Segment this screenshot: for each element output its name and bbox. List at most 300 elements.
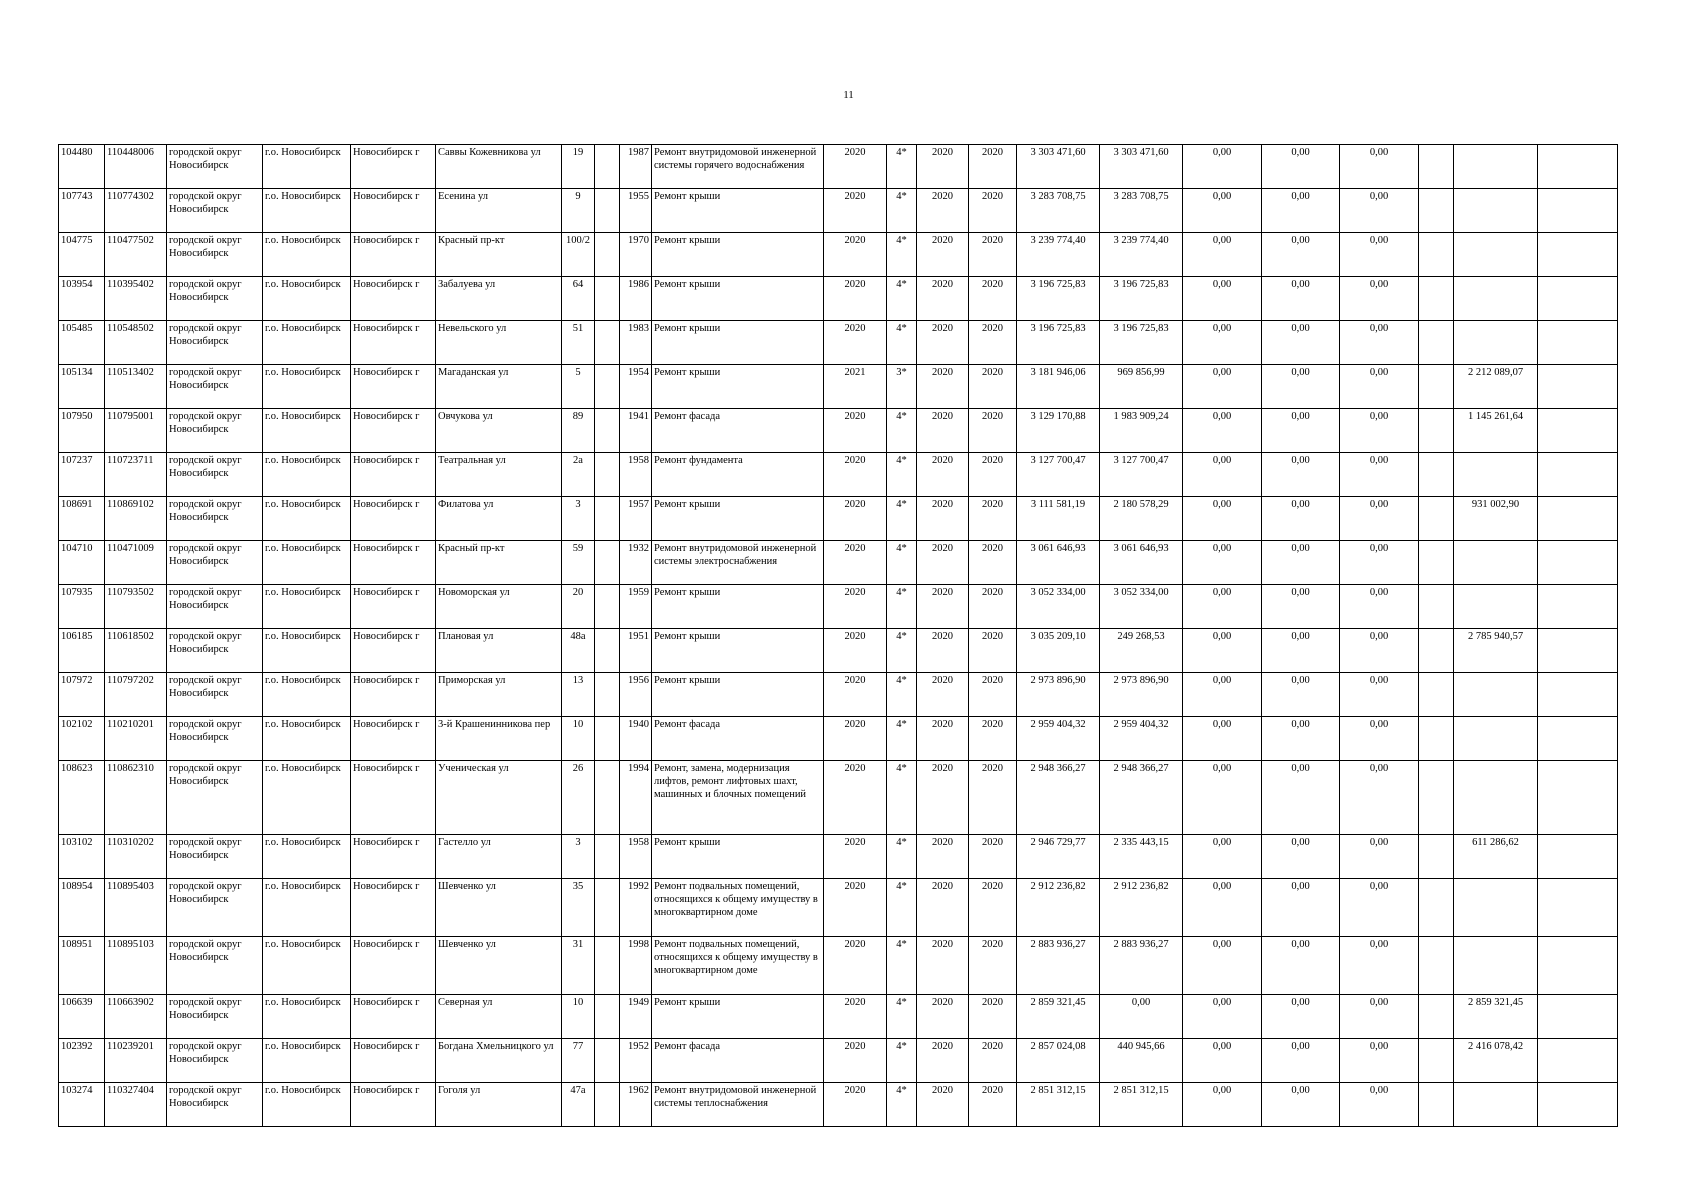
end-year-cell: 2020 [969, 673, 1017, 717]
regional-funds-cell: 0,00 [1262, 365, 1340, 409]
owners-funds-cell [1419, 1083, 1454, 1127]
total-cost-cell: 2 857 024,08 [1017, 1039, 1100, 1083]
street-cell: Северная ул [436, 995, 562, 1039]
object-id-cell: 104775 [59, 233, 105, 277]
building-cell [595, 233, 620, 277]
object-id-cell: 108623 [59, 761, 105, 835]
object-id-cell: 107972 [59, 673, 105, 717]
house-code-cell: 110310202 [105, 835, 167, 879]
street-cell: Шевченко ул [436, 879, 562, 937]
street-cell: Плановая ул [436, 629, 562, 673]
object-id-cell: 103274 [59, 1083, 105, 1127]
building-cell [595, 879, 620, 937]
fund-cost-cell: 3 303 471,60 [1100, 145, 1183, 189]
federal-funds-cell: 0,00 [1183, 995, 1262, 1039]
street-cell: Красный пр-кт [436, 541, 562, 585]
regional-funds-cell: 0,00 [1262, 409, 1340, 453]
start-year-cell: 2020 [917, 717, 969, 761]
federal-funds-cell: 0,00 [1183, 365, 1262, 409]
plan-year-cell: 2020 [824, 145, 887, 189]
house-number-cell: 48а [562, 629, 595, 673]
street-cell: Невельского ул [436, 321, 562, 365]
settlement-cell: г.о. Новосибирск [263, 541, 351, 585]
category-cell: 4* [887, 321, 917, 365]
house-code-cell: 110793502 [105, 585, 167, 629]
house-code-cell: 110862310 [105, 761, 167, 835]
municipal-district-cell: городской округ Новосибирск [167, 497, 263, 541]
work-type-cell: Ремонт крыши [652, 321, 824, 365]
start-year-cell: 2020 [917, 835, 969, 879]
page-number: 11 [843, 89, 854, 101]
settlement-cell: г.о. Новосибирск [263, 835, 351, 879]
total-cost-cell: 3 196 725,83 [1017, 277, 1100, 321]
fund-cost-cell: 2 948 366,27 [1100, 761, 1183, 835]
federal-funds-cell: 0,00 [1183, 453, 1262, 497]
municipal-district-cell: городской округ Новосибирск [167, 585, 263, 629]
house-number-cell: 5 [562, 365, 595, 409]
settlement-cell: г.о. Новосибирск [263, 1083, 351, 1127]
table-body [59, 145, 1618, 1127]
start-year-cell: 2020 [917, 233, 969, 277]
municipal-district-cell: городской округ Новосибирск [167, 1039, 263, 1083]
total-cost-cell: 3 239 774,40 [1017, 233, 1100, 277]
settlement-cell: г.о. Новосибирск [263, 233, 351, 277]
municipal-district-cell: городской округ Новосибирск [167, 717, 263, 761]
fund-cost-cell: 969 856,99 [1100, 365, 1183, 409]
category-cell: 4* [887, 585, 917, 629]
start-year-cell: 2020 [917, 995, 969, 1039]
object-id-cell: 104710 [59, 541, 105, 585]
table-row [59, 585, 1618, 629]
municipal-district-cell: городской округ Новосибирск [167, 673, 263, 717]
work-type-cell: Ремонт крыши [652, 995, 824, 1039]
local-funds-cell: 0,00 [1340, 365, 1419, 409]
extra-cell [1538, 1039, 1618, 1083]
end-year-cell: 2020 [969, 321, 1017, 365]
building-cell [595, 673, 620, 717]
fund-cost-cell: 2 883 936,27 [1100, 937, 1183, 995]
start-year-cell: 2020 [917, 1039, 969, 1083]
end-year-cell: 2020 [969, 629, 1017, 673]
category-cell: 4* [887, 879, 917, 937]
plan-year-cell: 2020 [824, 189, 887, 233]
municipal-district-cell: городской округ Новосибирск [167, 761, 263, 835]
fund-cost-cell: 3 061 646,93 [1100, 541, 1183, 585]
object-id-cell: 107743 [59, 189, 105, 233]
regional-funds-cell: 0,00 [1262, 145, 1340, 189]
total-cost-cell: 3 111 581,19 [1017, 497, 1100, 541]
object-id-cell: 108954 [59, 879, 105, 937]
start-year-cell: 2020 [917, 189, 969, 233]
table-row [59, 277, 1618, 321]
owners-funds-cell [1419, 145, 1454, 189]
house-code-cell: 110471009 [105, 541, 167, 585]
plan-year-cell: 2020 [824, 1083, 887, 1127]
house-code-cell: 110869102 [105, 497, 167, 541]
federal-funds-cell: 0,00 [1183, 585, 1262, 629]
build-year-cell: 1951 [620, 629, 652, 673]
object-id-cell: 106185 [59, 629, 105, 673]
city-cell: Новосибирск г [351, 761, 436, 835]
plan-year-cell: 2020 [824, 717, 887, 761]
fund-cost-cell: 2 973 896,90 [1100, 673, 1183, 717]
other-funds-cell: 2 785 940,57 [1454, 629, 1538, 673]
municipal-district-cell: городской округ Новосибирск [167, 233, 263, 277]
federal-funds-cell: 0,00 [1183, 835, 1262, 879]
start-year-cell: 2020 [917, 145, 969, 189]
build-year-cell: 1940 [620, 717, 652, 761]
municipal-district-cell: городской округ Новосибирск [167, 365, 263, 409]
object-id-cell: 107935 [59, 585, 105, 629]
settlement-cell: г.о. Новосибирск [263, 761, 351, 835]
object-id-cell: 105134 [59, 365, 105, 409]
end-year-cell: 2020 [969, 717, 1017, 761]
total-cost-cell: 3 196 725,83 [1017, 321, 1100, 365]
local-funds-cell: 0,00 [1340, 717, 1419, 761]
house-number-cell: 35 [562, 879, 595, 937]
plan-year-cell: 2020 [824, 937, 887, 995]
local-funds-cell: 0,00 [1340, 453, 1419, 497]
local-funds-cell: 0,00 [1340, 629, 1419, 673]
house-number-cell: 10 [562, 717, 595, 761]
building-cell [595, 585, 620, 629]
plan-year-cell: 2020 [824, 1039, 887, 1083]
build-year-cell: 1949 [620, 995, 652, 1039]
plan-year-cell: 2020 [824, 497, 887, 541]
other-funds-cell [1454, 321, 1538, 365]
building-cell [595, 321, 620, 365]
extra-cell [1538, 761, 1618, 835]
house-number-cell: 3 [562, 497, 595, 541]
category-cell: 4* [887, 453, 917, 497]
work-type-cell: Ремонт подвальных помещений, относящихся к общему имуществу в многоквартирном доме [652, 937, 824, 995]
extra-cell [1538, 233, 1618, 277]
federal-funds-cell: 0,00 [1183, 761, 1262, 835]
table-row [59, 835, 1618, 879]
extra-cell [1538, 835, 1618, 879]
owners-funds-cell [1419, 409, 1454, 453]
owners-funds-cell [1419, 937, 1454, 995]
house-code-cell: 110548502 [105, 321, 167, 365]
category-cell: 4* [887, 145, 917, 189]
work-type-cell: Ремонт крыши [652, 835, 824, 879]
house-number-cell: 100/2 [562, 233, 595, 277]
total-cost-cell: 3 181 946,06 [1017, 365, 1100, 409]
category-cell: 4* [887, 541, 917, 585]
owners-funds-cell [1419, 717, 1454, 761]
table-row [59, 673, 1618, 717]
regional-funds-cell: 0,00 [1262, 1083, 1340, 1127]
house-code-cell: 110395402 [105, 277, 167, 321]
federal-funds-cell: 0,00 [1183, 1039, 1262, 1083]
table-row [59, 189, 1618, 233]
house-number-cell: 2а [562, 453, 595, 497]
federal-funds-cell: 0,00 [1183, 145, 1262, 189]
city-cell: Новосибирск г [351, 1083, 436, 1127]
street-cell: Есенина ул [436, 189, 562, 233]
municipal-district-cell: городской округ Новосибирск [167, 937, 263, 995]
house-number-cell: 77 [562, 1039, 595, 1083]
work-type-cell: Ремонт внутридомовой инженерной системы теплоснабжения [652, 1083, 824, 1127]
work-type-cell: Ремонт внутридомовой инженерной системы электроснабжения [652, 541, 824, 585]
capital-repair-table [58, 144, 1618, 1127]
owners-funds-cell [1419, 761, 1454, 835]
settlement-cell: г.о. Новосибирск [263, 937, 351, 995]
federal-funds-cell: 0,00 [1183, 879, 1262, 937]
end-year-cell: 2020 [969, 145, 1017, 189]
federal-funds-cell: 0,00 [1183, 937, 1262, 995]
total-cost-cell: 2 912 236,82 [1017, 879, 1100, 937]
federal-funds-cell: 0,00 [1183, 321, 1262, 365]
building-cell [595, 1039, 620, 1083]
municipal-district-cell: городской округ Новосибирск [167, 995, 263, 1039]
extra-cell [1538, 879, 1618, 937]
regional-funds-cell: 0,00 [1262, 321, 1340, 365]
build-year-cell: 1941 [620, 409, 652, 453]
plan-year-cell: 2020 [824, 995, 887, 1039]
other-funds-cell: 2 859 321,45 [1454, 995, 1538, 1039]
plan-year-cell: 2020 [824, 629, 887, 673]
owners-funds-cell [1419, 233, 1454, 277]
build-year-cell: 1959 [620, 585, 652, 629]
city-cell: Новосибирск г [351, 835, 436, 879]
building-cell [595, 541, 620, 585]
end-year-cell: 2020 [969, 585, 1017, 629]
extra-cell [1538, 365, 1618, 409]
federal-funds-cell: 0,00 [1183, 1083, 1262, 1127]
owners-funds-cell [1419, 673, 1454, 717]
regional-funds-cell: 0,00 [1262, 673, 1340, 717]
city-cell: Новосибирск г [351, 1039, 436, 1083]
settlement-cell: г.о. Новосибирск [263, 717, 351, 761]
object-id-cell: 107950 [59, 409, 105, 453]
regional-funds-cell: 0,00 [1262, 717, 1340, 761]
local-funds-cell: 0,00 [1340, 321, 1419, 365]
municipal-district-cell: городской округ Новосибирск [167, 277, 263, 321]
building-cell [595, 761, 620, 835]
start-year-cell: 2020 [917, 453, 969, 497]
house-code-cell: 110477502 [105, 233, 167, 277]
extra-cell [1538, 453, 1618, 497]
table-row [59, 1039, 1618, 1083]
house-code-cell: 110513402 [105, 365, 167, 409]
settlement-cell: г.о. Новосибирск [263, 497, 351, 541]
owners-funds-cell [1419, 497, 1454, 541]
plan-year-cell: 2021 [824, 365, 887, 409]
fund-cost-cell: 3 196 725,83 [1100, 321, 1183, 365]
house-code-cell: 110239201 [105, 1039, 167, 1083]
local-funds-cell: 0,00 [1340, 995, 1419, 1039]
extra-cell [1538, 409, 1618, 453]
fund-cost-cell: 1 983 909,24 [1100, 409, 1183, 453]
plan-year-cell: 2020 [824, 277, 887, 321]
table-row [59, 761, 1618, 835]
work-type-cell: Ремонт крыши [652, 277, 824, 321]
category-cell: 4* [887, 233, 917, 277]
build-year-cell: 1994 [620, 761, 652, 835]
street-cell: Овчукова ул [436, 409, 562, 453]
extra-cell [1538, 189, 1618, 233]
house-number-cell: 59 [562, 541, 595, 585]
category-cell: 3* [887, 365, 917, 409]
start-year-cell: 2020 [917, 497, 969, 541]
plan-year-cell: 2020 [824, 541, 887, 585]
municipal-district-cell: городской округ Новосибирск [167, 189, 263, 233]
table-row [59, 145, 1618, 189]
work-type-cell: Ремонт крыши [652, 365, 824, 409]
end-year-cell: 2020 [969, 277, 1017, 321]
work-type-cell: Ремонт фасада [652, 409, 824, 453]
table-row [59, 541, 1618, 585]
building-cell [595, 453, 620, 497]
owners-funds-cell [1419, 365, 1454, 409]
fund-cost-cell: 3 283 708,75 [1100, 189, 1183, 233]
extra-cell [1538, 497, 1618, 541]
plan-year-cell: 2020 [824, 673, 887, 717]
local-funds-cell: 0,00 [1340, 409, 1419, 453]
work-type-cell: Ремонт крыши [652, 673, 824, 717]
settlement-cell: г.о. Новосибирск [263, 585, 351, 629]
work-type-cell: Ремонт, замена, модернизация лифтов, ремонт лифтовых шахт, машинных и блочных помещений [652, 761, 824, 835]
other-funds-cell [1454, 937, 1538, 995]
local-funds-cell: 0,00 [1340, 277, 1419, 321]
object-id-cell: 108691 [59, 497, 105, 541]
house-number-cell: 10 [562, 995, 595, 1039]
category-cell: 4* [887, 673, 917, 717]
extra-cell [1538, 673, 1618, 717]
settlement-cell: г.о. Новосибирск [263, 453, 351, 497]
work-type-cell: Ремонт крыши [652, 585, 824, 629]
city-cell: Новосибирск г [351, 629, 436, 673]
building-cell [595, 277, 620, 321]
house-number-cell: 31 [562, 937, 595, 995]
plan-year-cell: 2020 [824, 879, 887, 937]
build-year-cell: 1957 [620, 497, 652, 541]
local-funds-cell: 0,00 [1340, 1039, 1419, 1083]
end-year-cell: 2020 [969, 835, 1017, 879]
house-code-cell: 110327404 [105, 1083, 167, 1127]
end-year-cell: 2020 [969, 233, 1017, 277]
house-code-cell: 110895103 [105, 937, 167, 995]
city-cell: Новосибирск г [351, 321, 436, 365]
federal-funds-cell: 0,00 [1183, 673, 1262, 717]
object-id-cell: 106639 [59, 995, 105, 1039]
regional-funds-cell: 0,00 [1262, 541, 1340, 585]
plan-year-cell: 2020 [824, 761, 887, 835]
total-cost-cell: 2 859 321,45 [1017, 995, 1100, 1039]
fund-cost-cell: 3 127 700,47 [1100, 453, 1183, 497]
extra-cell [1538, 541, 1618, 585]
regional-funds-cell: 0,00 [1262, 233, 1340, 277]
local-funds-cell: 0,00 [1340, 937, 1419, 995]
city-cell: Новосибирск г [351, 673, 436, 717]
regional-funds-cell: 0,00 [1262, 497, 1340, 541]
category-cell: 4* [887, 937, 917, 995]
house-number-cell: 26 [562, 761, 595, 835]
other-funds-cell [1454, 145, 1538, 189]
other-funds-cell [1454, 1083, 1538, 1127]
total-cost-cell: 2 973 896,90 [1017, 673, 1100, 717]
start-year-cell: 2020 [917, 937, 969, 995]
building-cell [595, 189, 620, 233]
street-cell: Магаданская ул [436, 365, 562, 409]
work-type-cell: Ремонт фундамента [652, 453, 824, 497]
city-cell: Новосибирск г [351, 189, 436, 233]
start-year-cell: 2020 [917, 409, 969, 453]
work-type-cell: Ремонт крыши [652, 189, 824, 233]
owners-funds-cell [1419, 541, 1454, 585]
total-cost-cell: 3 303 471,60 [1017, 145, 1100, 189]
category-cell: 4* [887, 277, 917, 321]
municipal-district-cell: городской округ Новосибирск [167, 1083, 263, 1127]
street-cell: Гоголя ул [436, 1083, 562, 1127]
end-year-cell: 2020 [969, 1039, 1017, 1083]
total-cost-cell: 3 061 646,93 [1017, 541, 1100, 585]
owners-funds-cell [1419, 189, 1454, 233]
extra-cell [1538, 717, 1618, 761]
city-cell: Новосибирск г [351, 879, 436, 937]
house-code-cell: 110797202 [105, 673, 167, 717]
end-year-cell: 2020 [969, 365, 1017, 409]
build-year-cell: 1970 [620, 233, 652, 277]
other-funds-cell: 1 145 261,64 [1454, 409, 1538, 453]
work-type-cell: Ремонт внутридомовой инженерной системы горячего водоснабжения [652, 145, 824, 189]
build-year-cell: 1962 [620, 1083, 652, 1127]
object-id-cell: 103954 [59, 277, 105, 321]
municipal-district-cell: городской округ Новосибирск [167, 835, 263, 879]
object-id-cell: 103102 [59, 835, 105, 879]
municipal-district-cell: городской округ Новосибирск [167, 409, 263, 453]
city-cell: Новосибирск г [351, 453, 436, 497]
fund-cost-cell: 2 851 312,15 [1100, 1083, 1183, 1127]
fund-cost-cell: 2 912 236,82 [1100, 879, 1183, 937]
table-row [59, 497, 1618, 541]
other-funds-cell [1454, 585, 1538, 629]
fund-cost-cell: 2 180 578,29 [1100, 497, 1183, 541]
start-year-cell: 2020 [917, 761, 969, 835]
building-cell [595, 835, 620, 879]
start-year-cell: 2020 [917, 541, 969, 585]
settlement-cell: г.о. Новосибирск [263, 673, 351, 717]
street-cell: Забалуева ул [436, 277, 562, 321]
other-funds-cell [1454, 717, 1538, 761]
start-year-cell: 2020 [917, 277, 969, 321]
house-number-cell: 13 [562, 673, 595, 717]
start-year-cell: 2020 [917, 673, 969, 717]
table-row [59, 995, 1618, 1039]
category-cell: 4* [887, 995, 917, 1039]
build-year-cell: 1952 [620, 1039, 652, 1083]
fund-cost-cell: 2 335 443,15 [1100, 835, 1183, 879]
total-cost-cell: 2 851 312,15 [1017, 1083, 1100, 1127]
end-year-cell: 2020 [969, 879, 1017, 937]
start-year-cell: 2020 [917, 879, 969, 937]
category-cell: 4* [887, 497, 917, 541]
federal-funds-cell: 0,00 [1183, 409, 1262, 453]
federal-funds-cell: 0,00 [1183, 717, 1262, 761]
other-funds-cell [1454, 541, 1538, 585]
start-year-cell: 2020 [917, 321, 969, 365]
work-type-cell: Ремонт крыши [652, 233, 824, 277]
local-funds-cell: 0,00 [1340, 541, 1419, 585]
fund-cost-cell: 2 959 404,32 [1100, 717, 1183, 761]
table-row [59, 717, 1618, 761]
fund-cost-cell: 440 945,66 [1100, 1039, 1183, 1083]
house-number-cell: 64 [562, 277, 595, 321]
extra-cell [1538, 1083, 1618, 1127]
regional-funds-cell: 0,00 [1262, 453, 1340, 497]
house-number-cell: 89 [562, 409, 595, 453]
